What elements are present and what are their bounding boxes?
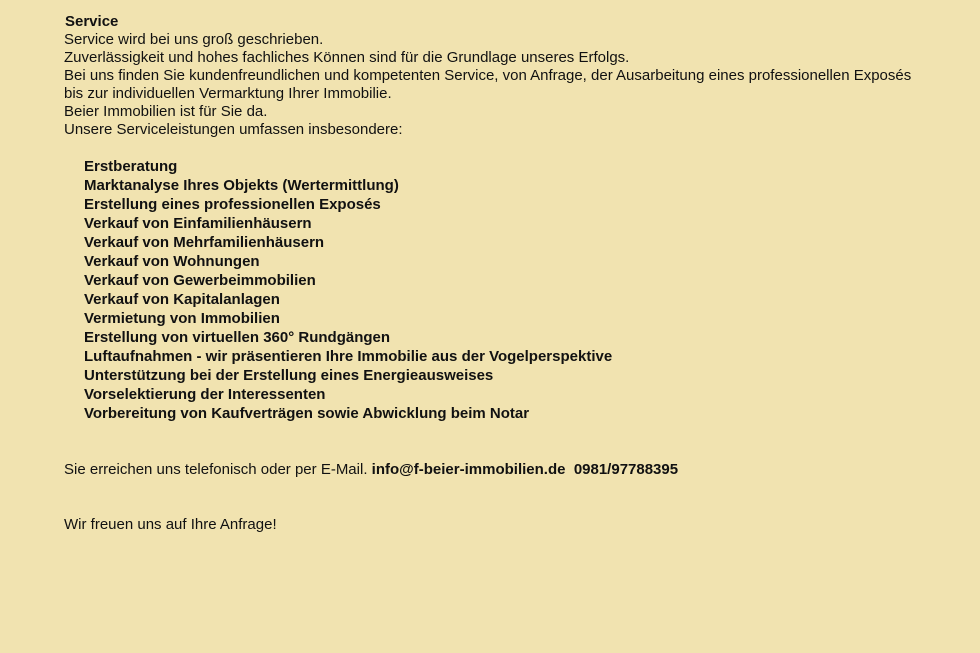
list-item: Erstellung eines professionellen Exposés	[84, 196, 381, 213]
list-item: Vorselektierung der Interessenten	[84, 386, 326, 403]
list-item: Erstberatung	[84, 158, 178, 175]
list-item: Verkauf von Wohnungen	[84, 253, 260, 270]
list-item: Verkauf von Gewerbeimmobilien	[84, 272, 316, 289]
list-item: Vorbereitung von Kaufverträgen sowie Abwicklung beim Notar	[84, 405, 530, 422]
email-address: info@f-beier-immobilien.de	[371, 461, 566, 478]
list-item: Verkauf von Mehrfamilienhäusern	[84, 234, 325, 251]
closing-text: Wir freuen uns auf Ihre Anfrage!	[64, 516, 277, 533]
phone-number: 0981/97788395	[573, 461, 679, 478]
contact-intro: Sie erreichen uns telefonisch oder per E-Mail.	[64, 461, 372, 478]
service-description-paragraph: Bei uns finden Sie kundenfreundlichen und kompetenten Service, von Anfrage, der Ausarbeitung eines professionellen Exposés bis zur individuellen Vermarktung Ihrer Immobilie.	[64, 67, 912, 102]
list-item: Vermietung von Immobilien	[84, 310, 280, 327]
contact-line	[64, 461, 964, 479]
list-item: Verkauf von Kapitalanlagen	[84, 291, 280, 308]
list-item: Marktanalyse Ihres Objekts (Wertermittlung)	[84, 177, 399, 194]
main-content	[64, 13, 964, 534]
list-item: Unterstützung bei der Erstellung eines Energieausweises	[84, 367, 494, 384]
reliability-paragraph: Zuverlässigkeit und hohes fachliches Können sind für die Grundlage unseres Erfolgs.	[64, 49, 630, 66]
intro-paragraph: Service wird bei uns groß geschrieben.	[64, 31, 324, 48]
list-item: Erstellung von virtuellen 360° Rundgängen	[84, 329, 391, 346]
services-intro-paragraph: Unsere Serviceleistungen umfassen insbesondere:	[64, 121, 403, 138]
service-list	[84, 157, 964, 423]
list-item: Luftaufnahmen - wir präsentieren Ihre Immobilie aus der Vogelperspektive	[84, 348, 613, 365]
list-item: Verkauf von Einfamilienhäusern	[84, 215, 312, 232]
company-paragraph: Beier Immobilien ist für Sie da.	[64, 103, 268, 120]
page-title: Service	[65, 13, 119, 30]
